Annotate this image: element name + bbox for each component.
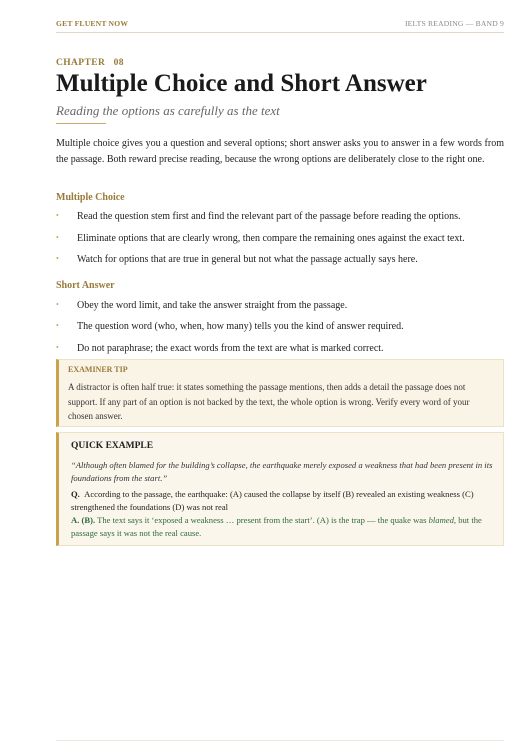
bullet-icon: • (56, 233, 59, 242)
list-item-text: Read the question stem first and find the relevant part of the passage before reading the options. (77, 211, 461, 222)
example-quote: “Although often blamed for the building’s collapse, the earthquake merely exposed a weakness that had been present in its foundations from the start.” (71, 460, 493, 483)
answer-text-end: , but the passage says it was not the real cause. (71, 515, 482, 538)
bullet-icon: • (56, 211, 59, 220)
intro-paragraph: Multiple choice gives you a question and several options; short answer asks you to answer in a few words from the passage. Both reward precise reading, because the wrong options are deliberately close to the right one. (56, 138, 504, 165)
bullet-icon: • (56, 321, 59, 330)
quick-example-label: QUICK EXAMPLE (71, 441, 154, 451)
header-brand: GET FLUENT NOW (56, 19, 129, 28)
list-item-text: Eliminate options that are clearly wrong, then compare the remaining ones against the exact text. (77, 233, 465, 244)
title-divider (56, 123, 106, 124)
footer-divider (56, 740, 504, 741)
question-prefix: Q. (71, 489, 80, 499)
chapter-label: CHAPTER 08 (56, 58, 124, 68)
answer-prefix: A. (B). (71, 515, 96, 525)
quick-example-callout (56, 432, 504, 546)
list-item-text: Obey the word limit, and take the answer straight from the passage. (77, 300, 348, 311)
example-answer (71, 514, 499, 540)
examiner-tip-callout (56, 359, 504, 427)
bullet-icon: • (56, 300, 59, 309)
example-question (71, 488, 499, 514)
answer-emphasis: blamed (428, 515, 454, 525)
list-item-text: Do not paraphrase; the exact words from the text are what is marked correct. (77, 343, 384, 354)
section-heading-multiple-choice: Multiple Choice (56, 192, 125, 203)
page-title: Multiple Choice and Short Answer (56, 70, 427, 97)
list-item-text: Watch for options that are true in general but not what the passage actually says here. (77, 254, 418, 265)
running-header (56, 19, 504, 33)
bullet-icon: • (56, 343, 59, 352)
question-text: According to the passage, the earthquake: (A) caused the collapse by itself (B) revealed an existing weakness (C) strengthened the foundations (D) was not real (71, 489, 474, 512)
page-subtitle: Reading the options as carefully as the text (56, 103, 280, 118)
list-item-text: The question word (who, when, how many) tells you the kind of answer required. (77, 321, 404, 332)
examiner-tip-text: A distractor is often half true: it states something the passage mentions, then adds a detail the passage does not support. If any part of an option is not backed by the text, the whole option is wrong. Verify every word of your chosen answer. (68, 382, 470, 421)
answer-text: The text says it ‘exposed a weakness … present from the start’. (A) is the trap — the quake was (97, 515, 427, 525)
examiner-tip-label: EXAMINER TIP (68, 365, 128, 374)
header-section: IELTS READING — BAND 9 (404, 19, 504, 28)
bullet-icon: • (56, 254, 59, 263)
section-heading-short-answer: Short Answer (56, 280, 115, 291)
